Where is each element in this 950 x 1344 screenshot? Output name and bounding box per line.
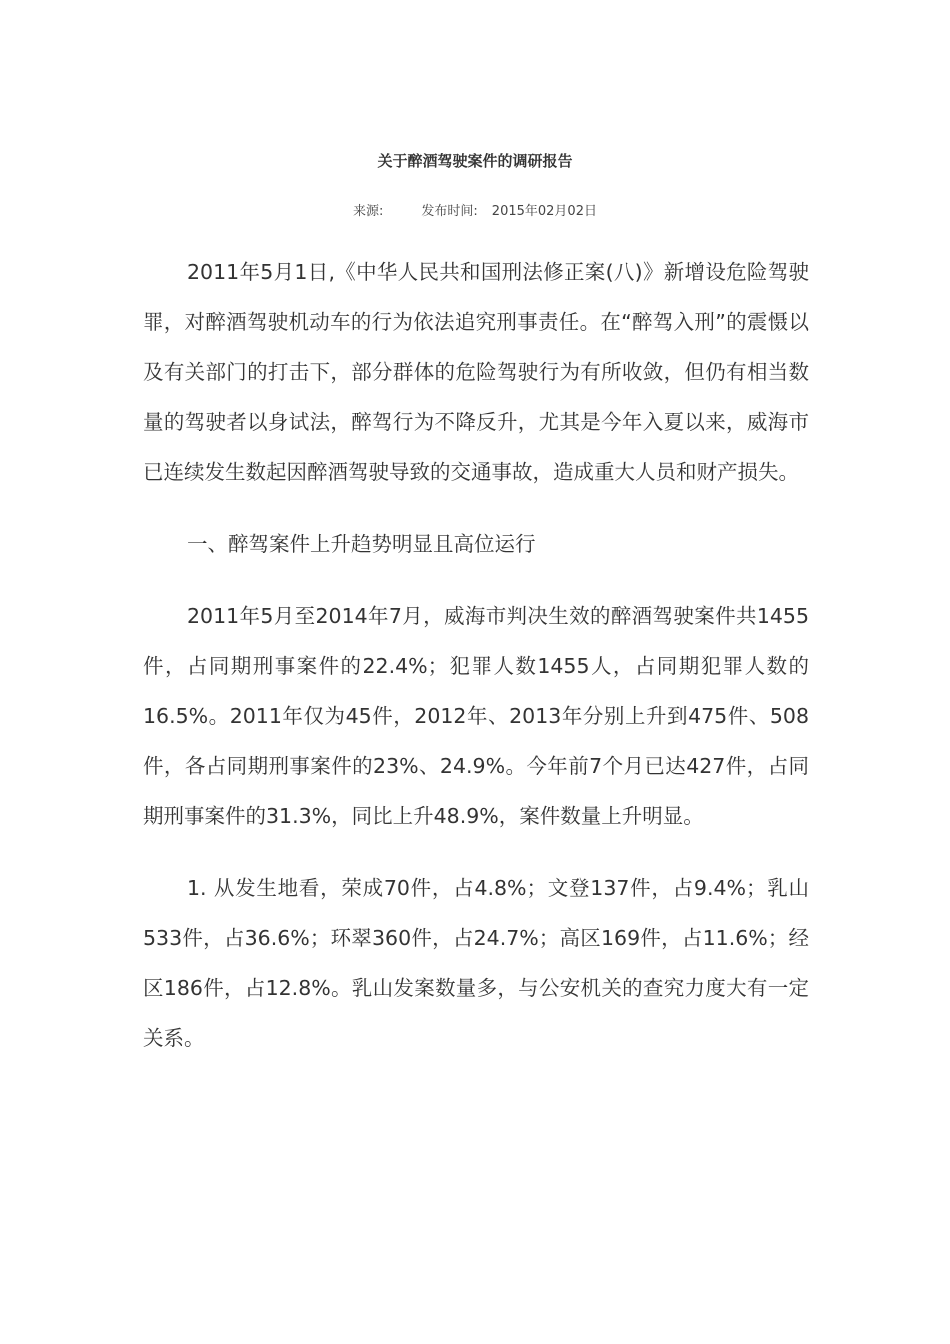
section-heading: 一、醉驾案件上升趋势明显且高位运行 (187, 532, 536, 556)
document-body (143, 247, 809, 1063)
paragraph-intro: 2011年5月1日,《中华人民共和国刑法修正案(八)》新增设危险驾驶罪，对醉酒驾驶机动车的行为依法追究刑事责任。在“醉驾入刑”的震慑以及有关部门的打击下，部分群体的危险驾驶行为有所收敛，但仍有相当数量的驾驶者以身试法，醉驾行为不降反升，尤其是今年入夏以来，威海市已连续发生数起因醉酒驾驶导致的交通事故，造成重大人员和财产损失。 (143, 260, 809, 484)
publish-date: 2015年02月02日 (491, 204, 597, 219)
paragraph-statistics: 2011年5月至2014年7月，威海市判决生效的醉酒驾驶案件共1455件，占同期刑事案件的22.4%；犯罪人数1455人，占同期犯罪人数的16.5%。2011年仅为45件，2012年、2013年分别上升到475件、508件，各占同期刑事案件的23%、24.9%。今年前7个月已达427件，占同期刑事案件的31.3%，同比上升48.9%，案件数量上升明显。 (143, 604, 809, 828)
document-title: 关于醉酒驾驶案件的调研报告 (377, 152, 573, 170)
paragraph-location: 1. 从发生地看，荣成70件，占4.8%；文登137件，占9.4%；乳山533件，占36.6%；环翠360件，占24.7%；高区169件，占11.6%；经区186件，占12.8%。乳山发案数量多，与公安机关的查究力度大有一定关系。 (143, 876, 809, 1050)
publish-label: 发布时间: (421, 204, 478, 219)
source-label: 来源: (353, 204, 384, 219)
document-meta (0, 200, 950, 219)
